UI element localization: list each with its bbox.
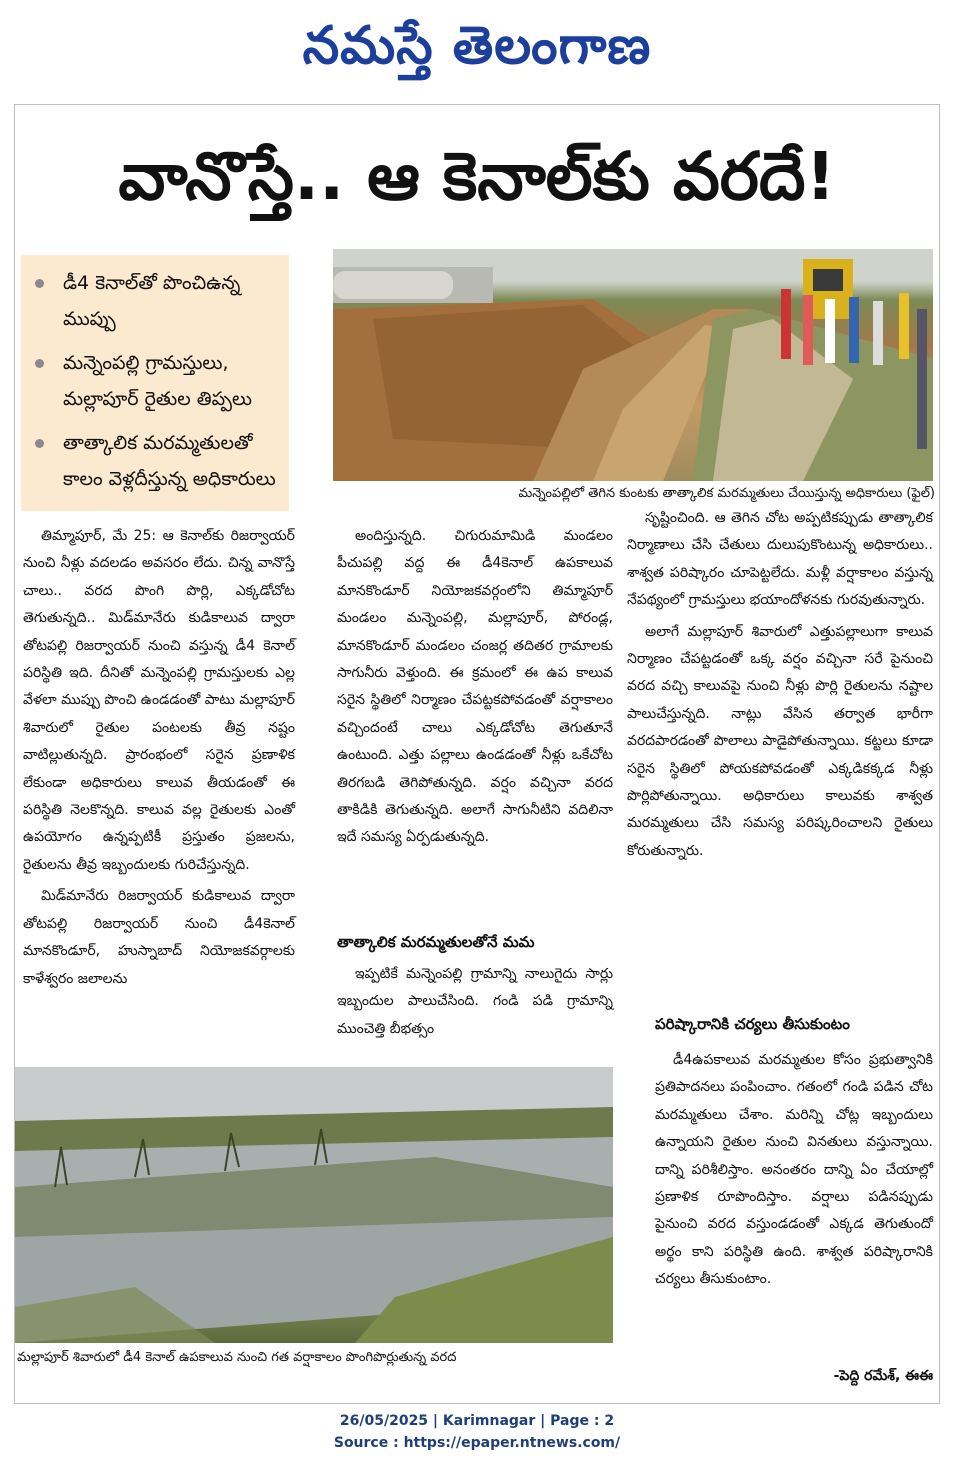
article-column-1 [23,523,295,987]
article-headline: వానొస్తే.. ఆ కెనాల్‌కు వరదే! [118,138,836,215]
article-paragraph: సృష్టించింది. ఆ తెగిన చోట అప్పటికప్పుడు తాత్కాలిక నిర్మాణాలు చేసి చేతులు దులుపుకొంటున్న అధికారులు.. శాశ్వత పరిష్కారం చూపెట్టలేదు. మళ్లీ వర్షాకాలం వస్తున్న నేపథ్యంలో గ్రామస్తులు భయాందోళనకు గురవుతున్నారు. [627,510,933,609]
article-column-3 [627,505,933,1001]
bullet-icon [35,439,44,448]
officer-quote-text: డీ4ఉపకాలువ మరమ్మతుల కోసం ప్రభుత్వానికి ప్రతిపాదనలు పంపించాం. గతంలో గండి పడిన చోట మరమ్మతులు చేశాం. మరిన్ని చోట్ల ఇబ్బందులు ఉన్నాయని రైతుల నుంచి వినతులు వస్తున్నాయి. దాన్ని పరిశీలిస్తాం. అనంతరం దాన్ని ఏం చేయాల్లో ప్రణాళిక రూపొందిస్తాం. వర్షాలు పడినప్పుడు పైనుంచి వరద వస్తుండడంతో ఎక్కడ తెగుతుందో అర్థం కాని పరిస్థితి ఉంది. శాశ్వత పరిష్కారానికి చర్యలు తీసుకుంటాం. [655,1052,933,1288]
bullet-icon [35,359,44,368]
source-link[interactable]: Source : https://epaper.ntnews.com/ [333,1435,621,1451]
article-paragraph: మిడ్‌మానేరు రిజర్వాయర్ కుడికాలువ ద్వారా తోటపల్లి రిజర్వాయర్ నుంచి డీ4కెనాల్ మానకొండూర్, హుస్నాబాద్ నియోజకవర్గాలకు కాళేశ్వరం జలాలను [23,888,295,987]
newspaper-logo: నమస్తే తెలంగాణ [302,16,652,76]
bullet-icon [35,279,44,288]
flood-photo [15,1067,613,1343]
officer-quote-heading: పరిష్కారానికి చర్యలు తీసుకుంటం [655,1015,850,1033]
highlight-text: తాత్కాలిక మరమ్మతులతో కాలం వెళ్లదీస్తున్న అధికారులు [63,432,276,490]
officer-quote-column [655,1047,933,1347]
highlight-item [31,425,281,497]
highlight-text: డీ4 కెనాల్‌తో పొంచిఉన్న ముప్పు [63,272,241,330]
highlight-item [31,345,281,417]
highlight-text: మన్నెంపల్లి గ్రామస్తులు, మల్లాపూర్ రైతుల తిప్పలు [63,352,253,410]
news-clipping [14,104,940,1404]
canal-photo-caption: మన్నెంపల్లిలో తెగిన కుంటకు తాత్కాలిక మరమ్మతులు చేయిస్తున్న అధికారులు (ఫైల్) [518,486,935,501]
canal-repair-illustration [333,249,933,481]
edition-info: 26/05/2025 | Karimnagar | Page : 2 [339,1413,615,1429]
page-footer [0,1410,954,1454]
quote-byline: -పెద్ది రమేశ్, ఈఈ [833,1368,933,1384]
flood-illustration [15,1067,613,1343]
article-paragraph: అందిస్తున్నది. చిగురుమామిడి మండలం పీచుపల్లి వద్ద ఈ డీ4కెనాల్ ఉపకాలువ మానకొండూర్ నియోజకవర్గంలోని తిమ్మాపూర్ మండలం మన్నెంపల్లి, మల్లాపూర్, పోరండ్ల, మానకొండూర్ మండలం చంజర్ల తదితర గ్రామాలకు సాగునీరు వెళ్తుంది. ఈ క్రమంలో ఈ ఉప కాలువ సరైన స్థితిలో నిర్మాణం చేపట్టకపోవడంతో వర్షాకాలం వచ్చిందంటే చాలు ఎక్కడోచోట తెగుతూనే ఉంటుంది. ఎత్తు పల్లాలు ఉండడంతో నీళ్లు ఒకేచోట తిరగబడి తెగిపోతున్నది. వర్షం వచ్చినా వరద తాకిడికి తెగుతున్నది. అలాగే సాగునీటిని వదిలినా ఇదే సమస్య ఏర్పడుతున్నది. [337,528,613,846]
article-paragraph: ఇప్పటికే మన్నెంపల్లి గ్రామాన్ని నాలుగైదు సార్లు ఇబ్బందుల పాలుచేసింది. గండి పడి గ్రామాన్ని ముంచెత్తి బీభత్సం [337,966,613,1037]
flood-photo-caption: మల్లాపూర్ శివారులో డీ4 కెనాల్ ఉపకాలువ నుంచి గత వర్షాకాలం పొంగిపొర్లుతున్న వరద [17,1350,457,1365]
article-paragraph: తిమ్మాపూర్, మే 25: ఆ కెనాల్‌కు రిజర్వాయర్ నుంచి నీళ్లు వదలడం అవసరం లేదు. చిన్న వానొస్తే చాలు.. వరద పొంగి పొర్లి, ఎక్కడోచోట తెగుతున్నది.. మిడ్‌మానేరు కుడికాలువ ద్వారా తోటపల్లి రిజర్వాయర్ నుంచి వస్తున్న డీ4 కెనాల్ పరిస్థితి ఇది. దీనితో మన్నెంపల్లి గ్రామస్తులకు ఎల్ల వేళలా ముప్పు పొంచి ఉండడంతో పాటు మల్లాపూర్ శివారులో రైతుల పంటలకు తీవ్ర నష్టం వాటిల్లుతున్నది. ప్రారంభంలో సరైన ప్రణాళిక లేకుండా అధికారులు కాలువ తీయడంతో ఈ పరిస్థితి నెలకొన్నది. కాలువ వల్ల రైతులకు ఎంతో ఉపయోగం ఉన్నప్పటికీ ప్రస్తుతం ప్రజలను, రైతులను తీవ్ర ఇబ్బందులకు గురిచేస్తున్నది. [23,528,295,873]
masthead [0,0,954,100]
highlight-item [31,265,281,337]
article-column-2 [337,523,613,935]
article-paragraph: అలాగే మల్లాపూర్ శివారులో ఎత్తుపల్లాలుగా కాలువ నిర్మాణం చేపట్టడంతో ఒక్క వర్షం వచ్చినా సరే పైనుంచి వరద వచ్చి కాలువపై నుంచి నీళ్లు పొర్లి రైతులను నష్టాల పాలుచేస్తున్నది. నాట్లు వేసిన తర్వాత భారీగా వరదపారడంతో పొలాలు పాడైపోతున్నాయి. కట్టలు కూడా సరైన స్థితిలో పోయకపోవడంతో ఎక్కడికక్కడ నీళ్లు పొర్లిపోతున్నాయి. అధికారులు కాలువకు శాశ్వత మరమ్మతులు చేసి సమస్య పరిష్కరించాలని రైతులు కోరుతున్నారు. [627,623,933,859]
highlights-box [21,255,289,511]
article-subheading: తాత్కాలిక మరమ్మతులతోనే మమ [337,933,535,951]
article-column-2b [337,961,613,1065]
canal-repair-photo [333,249,933,481]
